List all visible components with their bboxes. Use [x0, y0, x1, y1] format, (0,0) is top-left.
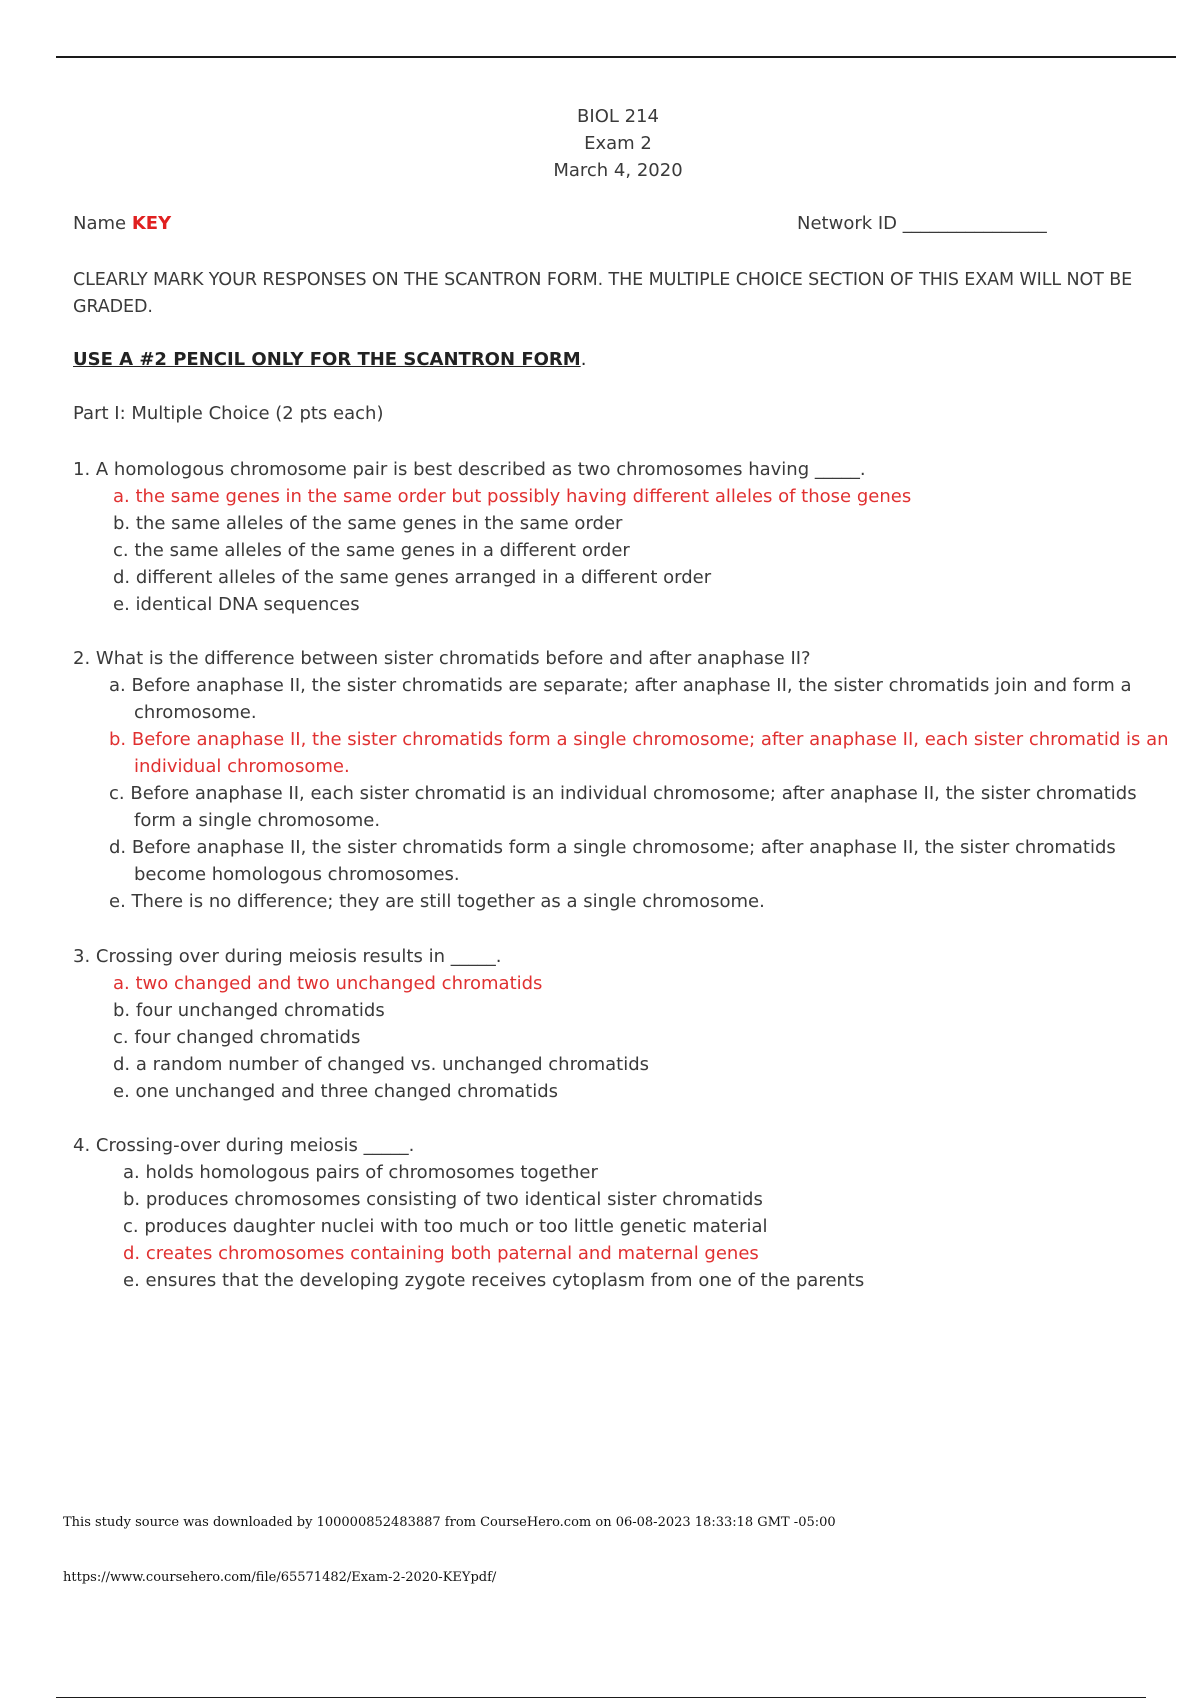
question-stem: 2. What is the difference between sister chromatids before and after anaphase II? [73, 648, 811, 669]
pencil-note [73, 349, 586, 370]
option-line: e. There is no difference; they are still together as a single chromosome. [109, 891, 765, 912]
option-d [73, 834, 1183, 888]
name-label: Name [73, 213, 127, 234]
option-b: b. produces chromosomes consisting of two identical sister chromatids [123, 1189, 763, 1210]
option-d: d. a random number of changed vs. unchanged chromatids [113, 1054, 650, 1075]
question-3 [73, 943, 1183, 1105]
option-a-correct: a. two changed and two unchanged chromatids [113, 973, 543, 994]
option-line: a. Before anaphase II, the sister chromatids are separate; after anaphase II, the sister chromatids join and form a [109, 675, 1132, 696]
option-c [73, 780, 1183, 834]
network-id-line: Network ID ________________ [797, 213, 1047, 234]
question-stem: 1. A homologous chromosome pair is best described as two chromosomes having _____. [73, 459, 866, 480]
exam-title: Exam 2 [584, 133, 652, 154]
option-a-correct: a. the same genes in the same order but possibly having different alleles of those genes [113, 486, 912, 507]
option-a: a. holds homologous pairs of chromosomes together [123, 1162, 598, 1183]
option-line: c. Before anaphase II, each sister chromatid is an individual chromosome; after anaphase II, the sister chromatids [109, 783, 1137, 804]
question-4 [73, 1132, 1183, 1294]
option-e: e. ensures that the developing zygote receives cytoplasm from one of the parents [123, 1270, 865, 1291]
option-b: b. four unchanged chromatids [113, 1000, 385, 1021]
bottom-rule [56, 1697, 1146, 1698]
option-e: e. identical DNA sequences [113, 594, 360, 615]
pencil-note-text: USE A #2 PENCIL ONLY FOR THE SCANTRON FORM [73, 349, 581, 370]
option-continuation: chromosome. [134, 702, 257, 723]
option-a [73, 672, 1183, 726]
exam-header [0, 103, 1200, 184]
exam-date: March 4, 2020 [553, 160, 683, 181]
course-title: BIOL 214 [577, 106, 659, 127]
option-c: c. four changed chromatids [113, 1027, 361, 1048]
option-continuation: become homologous chromosomes. [134, 864, 460, 885]
option-b-correct [73, 726, 1183, 780]
part-title: Part I: Multiple Choice (2 pts each) [73, 403, 384, 424]
option-line: d. Before anaphase II, the sister chromatids form a single chromosome; after anaphase II, the sister chromatids [109, 837, 1116, 858]
top-rule [56, 56, 1176, 58]
instructions: CLEARLY MARK YOUR RESPONSES ON THE SCANTRON FORM. THE MULTIPLE CHOICE SECTION OF THIS EXAM WILL NOT BE GRADED. [73, 270, 1133, 317]
question-stem: 3. Crossing over during meiosis results in _____. [73, 946, 502, 967]
option-d: d. different alleles of the same genes arranged in a different order [113, 567, 712, 588]
option-list [73, 1159, 1183, 1294]
option-continuation: form a single chromosome. [134, 810, 381, 831]
download-notice: This study source was downloaded by 100000852483887 from CourseHero.com on 06-08-2023 18:33:18 GMT -05:00 [63, 1515, 836, 1530]
question-1 [73, 456, 1183, 618]
option-list [73, 672, 1183, 915]
option-e [73, 888, 1183, 915]
option-e: e. one unchanged and three changed chromatids [113, 1081, 559, 1102]
option-c: c. the same alleles of the same genes in a different order [113, 540, 630, 561]
option-d-correct: d. creates chromosomes containing both paternal and maternal genes [123, 1243, 759, 1264]
option-line: b. Before anaphase II, the sister chromatids form a single chromosome; after anaphase II, each sister chromatid is an [109, 729, 1169, 750]
option-list [73, 483, 1183, 618]
option-c: c. produces daughter nuclei with too much or too little genetic material [123, 1216, 768, 1237]
name-value: KEY [131, 213, 172, 234]
question-stem: 4. Crossing-over during meiosis _____. [73, 1135, 415, 1156]
option-b: b. the same alleles of the same genes in the same order [113, 513, 623, 534]
question-2 [73, 645, 1183, 915]
option-continuation: individual chromosome. [134, 756, 350, 777]
option-list [73, 970, 1183, 1105]
pencil-note-period: . [580, 349, 587, 370]
source-url[interactable]: https://www.coursehero.com/file/65571482/Exam-2-2020-KEYpdf/ [63, 1570, 497, 1585]
name-line [73, 213, 171, 234]
